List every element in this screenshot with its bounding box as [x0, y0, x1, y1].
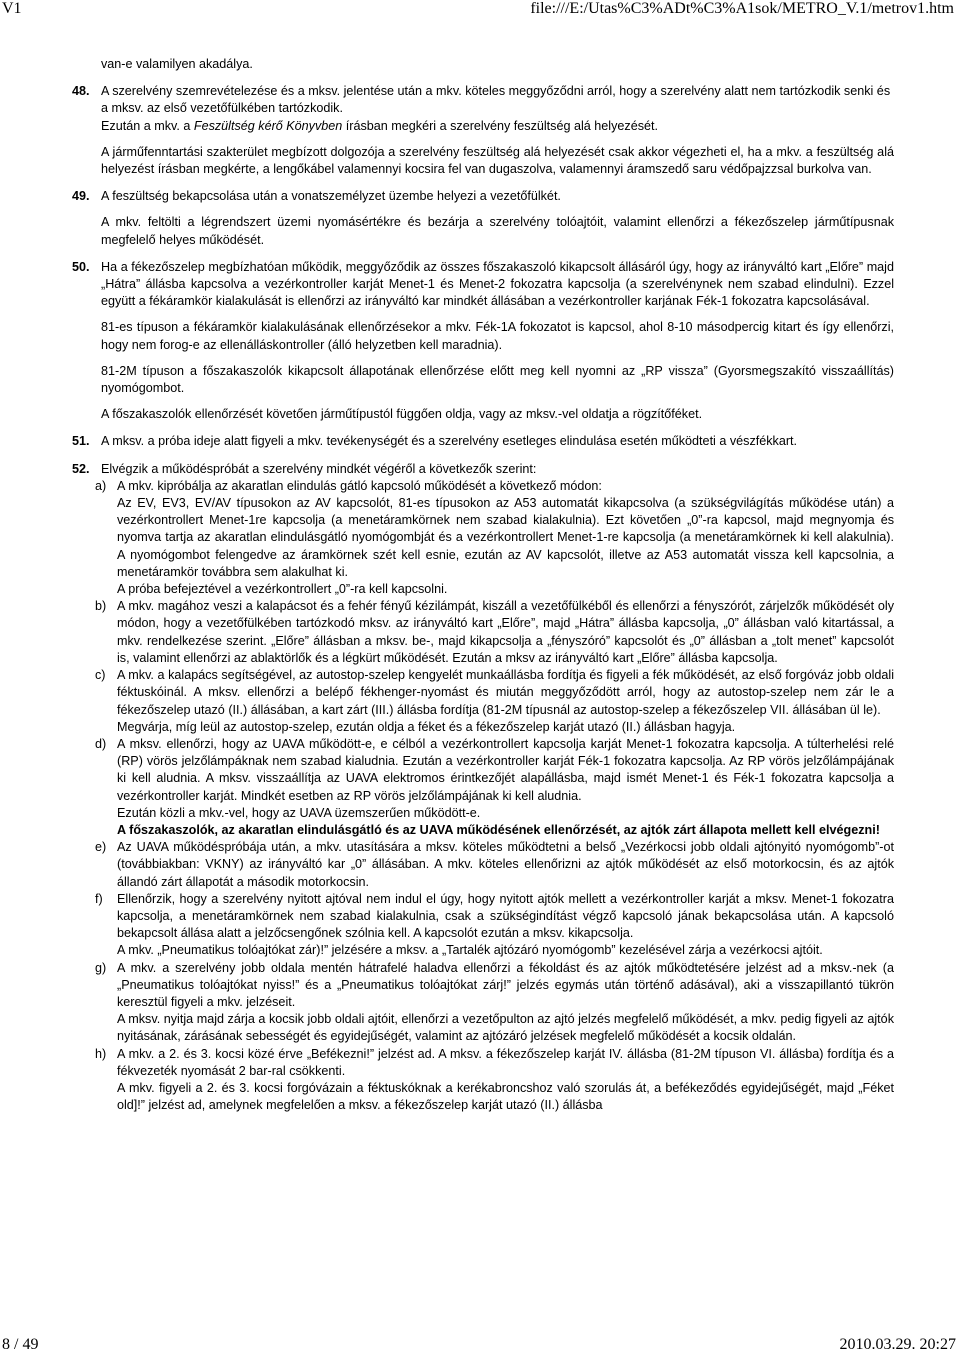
- item-letter: a): [95, 478, 107, 493]
- paragraph: [72, 118, 894, 135]
- italic-text: Feszültség kérő Könyvben: [193, 118, 343, 133]
- paragraph: Elvégzik a működéspróbát a szerelvény mindkét végéről a következők szerint:: [101, 461, 537, 476]
- item-text: A mkv. a kalapács segítségével, az autostop-szelep kengyelét munkaállásba fordítja és figyeli a fék működését, az első forgóváz jobb oldali féktuskóinál. A mksv. ellenőrzi a belépő fékhenger-nyomást és miután meggyőződött arról, hogy az autostop-szelep nem zár le a fékezőszelep utazó (II.) állásában, a kart zárt (III.) állásba fordítja (81-2M típusnál az autostop-szelep a fékezőszelep VII. állásában ül le).: [117, 668, 894, 717]
- item-letter: f): [95, 891, 103, 906]
- item-text: A mkv. a 2. és 3. kocsi közé érve „Befékezni!” jelzést ad. A mksv. a fékezőszelep karját IV. állásba (81-2M típuson VI. állásba) fordítja és a fékvezeték nyomását 2 bar-ral csökkenti.: [117, 1046, 894, 1078]
- header-version: V1: [2, 0, 22, 17]
- header-file-url: file:///E:/Utas%C3%ADt%C3%A1sok/METRO_V.1/metrov1.htm: [530, 0, 954, 17]
- list-item: [72, 891, 894, 943]
- item-letter: b): [95, 599, 107, 614]
- list-item: [72, 495, 894, 581]
- item-letter: c): [95, 668, 106, 683]
- section-number: 52.: [72, 461, 90, 476]
- item-text: Ezután közli a mkv.-vel, hogy az UAVA üzemszerűen működött-e.: [117, 805, 481, 820]
- item-letter: d): [95, 736, 107, 751]
- section-48: [72, 83, 894, 117]
- item-text: Ellenőrzik, hogy a szerelvény nyitott ajtóval nem indul el úgy, hogy nyitott ajtók mellett a vezérkontroller karját a mksv. Menet-1 fokozatra kapcsolja, a menetáramkörnek nem szabad kialakulnia, csak a szükségindítást végző kapcsoló jának bekapcsolása után. A kapcsoló bekapcsolt állása alatt a jelzőcsengőnek szólnia kell. A kapcsolót ezután a mksv. kikapcsolja.: [117, 891, 894, 941]
- item-text: A mkv. magához veszi a kalapácsot és a fehér fényű kézilámpát, kiszáll a vezetőfülkéből és ellenőrzi a fényszórót, zárjelzők működését oly módon, hogy a vezetőfülkében tartózkodó mksv. az irányváltó kart „Előre”, majd „Hátra” állásba kapcsolja, „0” állásban való kitartással, a mkv. rendelkezése szerint. „Előre” állásban a mksv. be-, majd kikapcsolja a „fényszóró” kapcsolót és „0” állásban a „tolt menet” kapcsolót is, valamint ellenőrzi az ablaktörlők és a légkürt működését. Ezután a mksv az irányváltó kart „Előre” állásba kapcsolja.: [117, 599, 894, 665]
- section-51: [72, 433, 894, 450]
- page-number: 8 / 49: [2, 1336, 39, 1353]
- list-item: [72, 805, 894, 822]
- list-item: [72, 839, 894, 891]
- item-text: Megvárja, míg leül az autostop-szelep, ezután oldja a féket és a fékezőszelep karját utazó (II.) állásban hagyja.: [117, 719, 736, 734]
- paragraph: A mksv. a próba ideje alatt figyeli a mkv. tevékenységét és a szerelvény esetleges elindulása esetén működteti a vészfékkart.: [101, 434, 798, 449]
- list-item: [72, 1046, 894, 1080]
- browser-print-header: [0, 0, 960, 20]
- list-item: [72, 598, 894, 667]
- item-text: A próba befejeztével a vezérkontrollert „0”-ra kell kapcsolni.: [117, 582, 448, 597]
- list-item: [72, 960, 894, 1012]
- paragraph: A feszültség bekapcsolása után a vonatszemélyzet üzembe helyezi a vezetőfülkét.: [101, 189, 561, 204]
- paragraph: A mkv. feltölti a légrendszert üzemi nyomásértékre és bezárja a szerelvény tolóajtóit, valamint ellenőrzi a fékezőszelep járműtípusnak megfelelő helyes működését.: [101, 215, 894, 247]
- item-text: Az EV, EV3, EV/AV típusokon az AV kapcsolót, 81-es típusokon az A53 automatát kikapcsolva (a szükségvilágítás működése után) a vezérkontrollert Menet-1re kapcsolja (a menetáramkörnek nem szabad kialakulnia). Ezt követően „0”-ra kapcsol, majd megnyomja és nyomva tartja az akaratlan elindulásgátló nyomógombját és a vezérkontrollert Menet-1-re kapcsolja (a menetáramkörnek ki kell alakulnia). A nyomógombot felengedve az áramkörnek szét kell esnie, ezután az AV kapcsolót, illetve az A53 automatát vissza kell kapcsolnia, a menetáramkör továbbra sem alakulhat ki.: [117, 496, 894, 579]
- paragraph: 81-es típuson a fékáramkör kialakulásának ellenőrzésekor a mkv. Fék-1A fokozatot is kapcsol, ahol 8-10 másodpercig kitart és így ellenőrzi, hogy nem forog-e az ellenálláskontroller (álló helyzetben kell maradnia).: [101, 320, 894, 352]
- bold-notice: A főszakaszolók, az akaratlan elindulásgátló és az UAVA működésének ellenőrzését, az ajtók zárt állapota mellett kell elvégezni!: [117, 822, 880, 837]
- paragraph: A főszakaszolók ellenőrzését követően járműtípustól függően oldja, vagy az mksv.-vel oldatja a rögzítőféket.: [101, 407, 703, 422]
- section-number: 50.: [72, 259, 90, 274]
- item-letter: h): [95, 1046, 107, 1061]
- item-text: A mkv. kipróbálja az akaratlan elindulás gátló kapcsoló működését a következő módon:: [117, 478, 602, 493]
- item-text: A mkv. figyeli a 2. és 3. kocsi forgóvázain a féktuskóknak a kerékabroncshoz való szorulás át, a befékeződés egyidejűségét, majd „Féket old]!” jelzést ad, amelynek megfelelően a mksv. a fékezőszelep karját utazó (II.) állásba: [117, 1080, 894, 1113]
- list-item: [72, 667, 894, 719]
- item-letter: e): [95, 840, 107, 855]
- section-number: 51.: [72, 434, 90, 449]
- list-item: [72, 942, 894, 959]
- item-text: A mkv. a szerelvény jobb oldala mentén hátrafelé haladva ellenőrzi a fékoldást és az ajtók működtetésére jelzést ad a mksv.-nek (a „Pneumatikus tolóajtókat nyiss!” és a „Pneumatikus tolóajtókat zárj!” jelzés egymás után történő adásával), aki a visszapillantó tükrön keresztül figyeli a mkv. jelzéseit.: [117, 960, 894, 1009]
- paragraph: A járműfenntartási szakterület megbízott dolgozója a szerelvény feszültség alá helyezését csak akkor végezheti el, ha a mkv. a feszültség alá helyezést írásban megkérte, a lengőkábel valamennyi kocsira fel van dugaszolva, valamennyi áramszedő saru védőpajzzsal burkolva van.: [101, 144, 894, 177]
- browser-print-footer: [0, 1336, 960, 1356]
- section-49: [72, 188, 894, 205]
- list-item: [72, 478, 894, 495]
- section-50: [72, 259, 894, 311]
- list-item: [72, 1080, 894, 1114]
- section-number: 49.: [72, 189, 90, 204]
- section-number: 48.: [72, 84, 90, 99]
- paragraph: van-e valamilyen akadálya.: [101, 57, 253, 71]
- item-text: A mksv. nyitja majd zárja a kocsik jobb oldali ajtóit, ellenőrzi a vezetőpulton az ajtó jelzés megfelelő működését, a mkv. pedig figyeli az ajtók nyitásának, zárásának sebességét és egyidejűségét, valamint az ajtózáró jelzések megfelelő működését a kocsik oldalán.: [117, 1012, 894, 1044]
- list-item: [72, 1011, 894, 1045]
- list-item: [72, 719, 894, 736]
- list-item: [72, 581, 894, 598]
- text: írásban megkéri a szerelvény feszültség alá helyezését.: [342, 118, 659, 133]
- paragraph: A szerelvény szemrevételezése és a mksv. jelentése után a mkv. köteles meggyőződni arról, hogy a szerelvény alatt nem tartózkodik senki és a mksv. az első vezetőfülkében tartózkodik.: [101, 84, 891, 116]
- item-text: A mkv. „Pneumatikus tolóajtókat zár)!” jelzésére a mksv. a „Tartalék ajtózáró nyomógomb” kezelésével zárja a vezérkocsi ajtóit.: [117, 943, 823, 958]
- text: Ezután a mkv. a: [101, 118, 194, 133]
- print-timestamp: 2010.03.29. 20:27: [839, 1336, 956, 1353]
- document-body: [72, 56, 894, 1114]
- lettered-list: [72, 478, 894, 1115]
- item-letter: g): [95, 960, 107, 975]
- list-item: [72, 736, 894, 805]
- item-text: Az UAVA működéspróbája után, a mkv. utasítására a mksv. köteles működtetni a belső „Vezérkocsi jobb oldali ajtónyitó nyomógomb”-ot (továbbiakban: VKNY) az irányváltó kar „0” állásában. A mkv. köteles ellenőrizni az ajtók működését az első motorkocsin, és az ajtók állandó zárt állapotát a második motorkocsin.: [117, 840, 894, 889]
- item-text: A mksv. ellenőrzi, hogy az UAVA működött-e, e célból a vezérkontrollert kapcsolja karját Menet-1 fokozatra kapcsolja. A túlterhelési relé (RP) vörös jelzőlámpáknak nem szabad kialudnia. Ezután a vezérkontroller karját Fék-1 fokozatra kapcsolja. Az RP vörös jelzőlámpájának ki kell aludnia. A mksv. visszaállítja az UAVA elektromos érintkezőjét alapállásba, majd ismét Menet-1 és Fék-1 fokozatra kapcsolja a vezérkontroller karját. Mindkét esetben az RP vörös jelzőlámpájának ki kell aludnia.: [117, 736, 894, 803]
- paragraph: Ha a fékezőszelep megbízhatóan működik, meggyőződik az összes főszakaszoló kikapcsolt állásáról úgy, hogy az irányváltó kart „Előre” majd „Hátra” állásba kapcsolva a vezérkontroller karját Menet-1 és Menet-2 fokozatra kapcsolja (a szerelvénynek nem szabad elindulni). Ezzel együtt a fékáramkör kialakulását is ellenőrzi az irányváltó kar mindkét állásában a vezérkontroller karjának Fék-1 fokozatra kapcsolásával.: [101, 259, 894, 309]
- section-52: [72, 461, 894, 478]
- paragraph: 81-2M típuson a főszakaszolók kikapcsolt állapotának ellenőrzése előtt meg kell nyomni az „RP vissza” (Gyorsmegszakító visszaállítás) nyomógombot.: [101, 363, 894, 396]
